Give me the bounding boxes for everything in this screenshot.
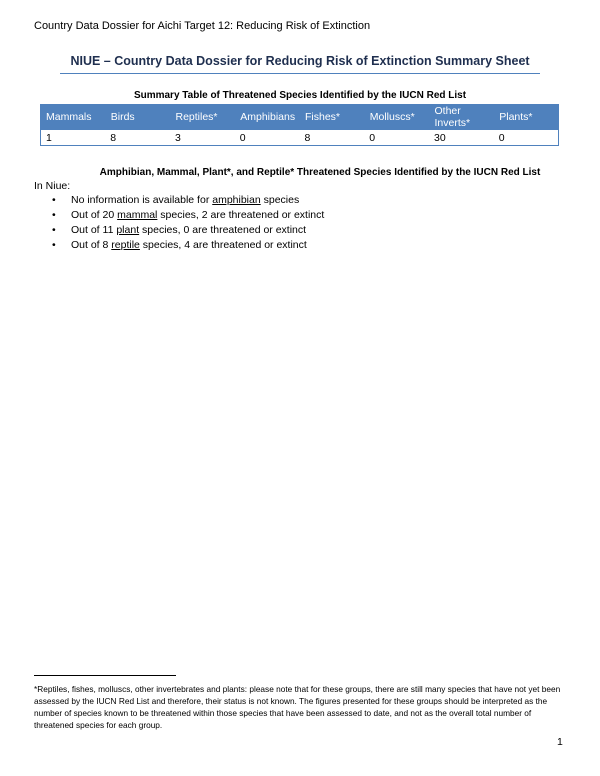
list-item: • Out of 20 mammal species, 2 are threatened or extinct bbox=[52, 209, 325, 221]
column-header-molluscs: Molluscs* bbox=[364, 105, 429, 130]
column-header-fishes: Fishes* bbox=[300, 105, 365, 130]
cell-amphibians: 0 bbox=[235, 130, 300, 146]
table-heading: Summary Table of Threatened Species Identified by the IUCN Red List bbox=[133, 90, 467, 101]
mammal-link[interactable]: mammal bbox=[117, 209, 158, 221]
page-number: 1 bbox=[557, 736, 563, 748]
section-heading: Amphibian, Mammal, Plant*, and Reptile* Threatened Species Identified by the IUCN Red List bbox=[99, 167, 541, 178]
bullet-icon: • bbox=[52, 194, 56, 206]
summary-table bbox=[40, 104, 559, 146]
cell-plants: 0 bbox=[494, 130, 559, 146]
cell-molluscs: 0 bbox=[364, 130, 429, 146]
list-item: • Out of 8 reptile species, 4 are threatened or extinct bbox=[52, 239, 307, 251]
column-header-reptiles: Reptiles* bbox=[170, 105, 235, 130]
page-title: NIUE – Country Data Dossier for Reducing Risk of Extinction Summary Sheet bbox=[70, 54, 530, 68]
column-header-amphibians: Amphibians bbox=[235, 105, 300, 130]
cell-fishes: 8 bbox=[300, 130, 365, 146]
table-header-row bbox=[41, 105, 559, 130]
bullet-icon: • bbox=[52, 209, 56, 221]
column-header-birds: Birds bbox=[105, 105, 170, 130]
cell-mammals: 1 bbox=[41, 130, 106, 146]
list-item: • No information is available for amphibian species bbox=[52, 194, 300, 206]
column-header-other-inverts: Other Inverts* bbox=[429, 105, 494, 130]
list-item: • Out of 11 plant species, 0 are threatened or extinct bbox=[52, 224, 307, 236]
column-header-plants: Plants* bbox=[494, 105, 559, 130]
title-rule bbox=[60, 73, 540, 74]
cell-other-inverts: 30 bbox=[429, 130, 494, 146]
bullet-icon: • bbox=[52, 239, 56, 251]
footnote-rule bbox=[34, 675, 176, 676]
table-row bbox=[41, 130, 559, 146]
bullet-icon: • bbox=[52, 224, 56, 236]
footnote: *Reptiles, fishes, molluscs, other invertebrates and plants: please note that for these groups, there are still many species that have not yet been assessed by the IUCN Red List and therefore, their status is not known. The figures presented for these groups should be interpreted as the number of species known to be threatened within those species that have been assessed to date, and not as the overall total number of threatened species for each group. bbox=[34, 684, 561, 730]
threatened-species-list bbox=[34, 193, 324, 253]
amphibian-link[interactable]: amphibian bbox=[212, 194, 261, 206]
running-header: Country Data Dossier for Aichi Target 12: Reducing Risk of Extinction bbox=[34, 20, 371, 32]
plant-link[interactable]: plant bbox=[116, 224, 140, 236]
cell-reptiles: 3 bbox=[170, 130, 235, 146]
intro-text: In Niue: bbox=[34, 180, 71, 192]
cell-birds: 8 bbox=[105, 130, 170, 146]
reptile-link[interactable]: reptile bbox=[111, 239, 140, 251]
column-header-mammals: Mammals bbox=[41, 105, 106, 130]
